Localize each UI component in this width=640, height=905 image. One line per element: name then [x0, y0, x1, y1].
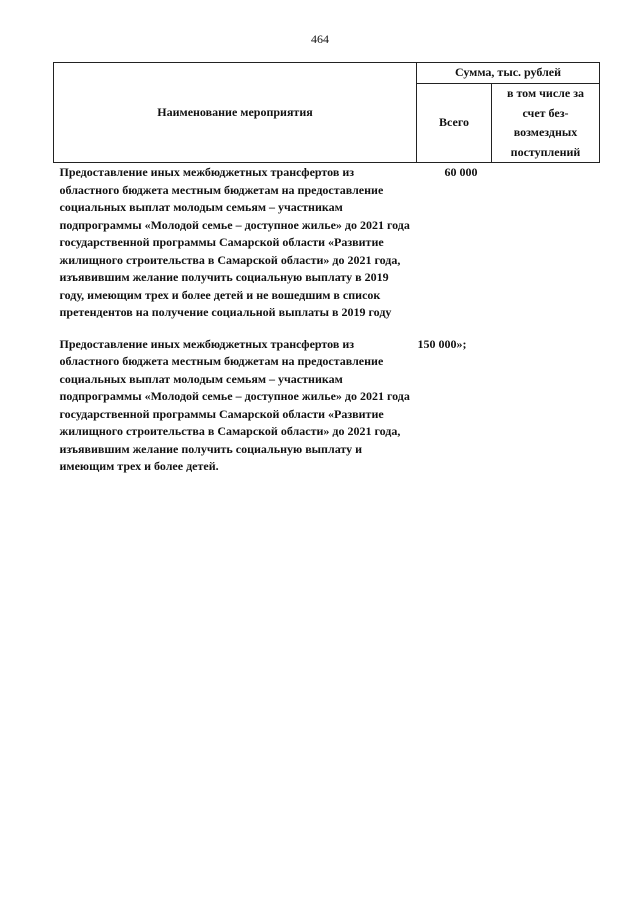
- header-including: в том числе за счет без-возмездных поступлений: [492, 84, 600, 163]
- row-description: Предоставление иных межбюджетных трансфертов из областного бюджета местным бюджетам на предоставление социальных выплат молодым семьям – участникам подпрограммы «Молодой семье – доступное жилье» до 2021 года государственной программы Самарской области «Развитие жилищного строительства в Самарской области» до 2021 года, изъявившим желание получить социальную выплату в 2019 году, имеющим трех и более детей и не вошедшим в список претендентов на получение социальной выплаты в 2019 году: [59, 165, 410, 319]
- header-total: Всего: [417, 84, 492, 163]
- row-description: Предоставление иных межбюджетных трансфертов из областного бюджета местным бюджетам на предоставление социальных выплат молодым семьям – участникам подпрограммы «Молодой семье – доступное жилье» до 2021 года государственной программы Самарской области «Развитие жилищного строительства в Самарской области» до 2021 года, изъявившим желание получить социальную выплату и имеющим трех и более детей.: [59, 336, 410, 473]
- row-total-amount: 150 000»;: [417, 336, 467, 351]
- header-name: Наименование мероприятия: [54, 63, 417, 163]
- row-total-amount: 60 000: [444, 165, 478, 179]
- page-number: 464: [311, 32, 329, 46]
- header-sum: Сумма, тыс. рублей: [417, 63, 600, 84]
- row-including-amount: [492, 163, 600, 322]
- row-including-amount: [492, 322, 600, 476]
- table-row: [54, 322, 600, 476]
- table-row: [54, 163, 600, 322]
- budget-table: [53, 62, 600, 476]
